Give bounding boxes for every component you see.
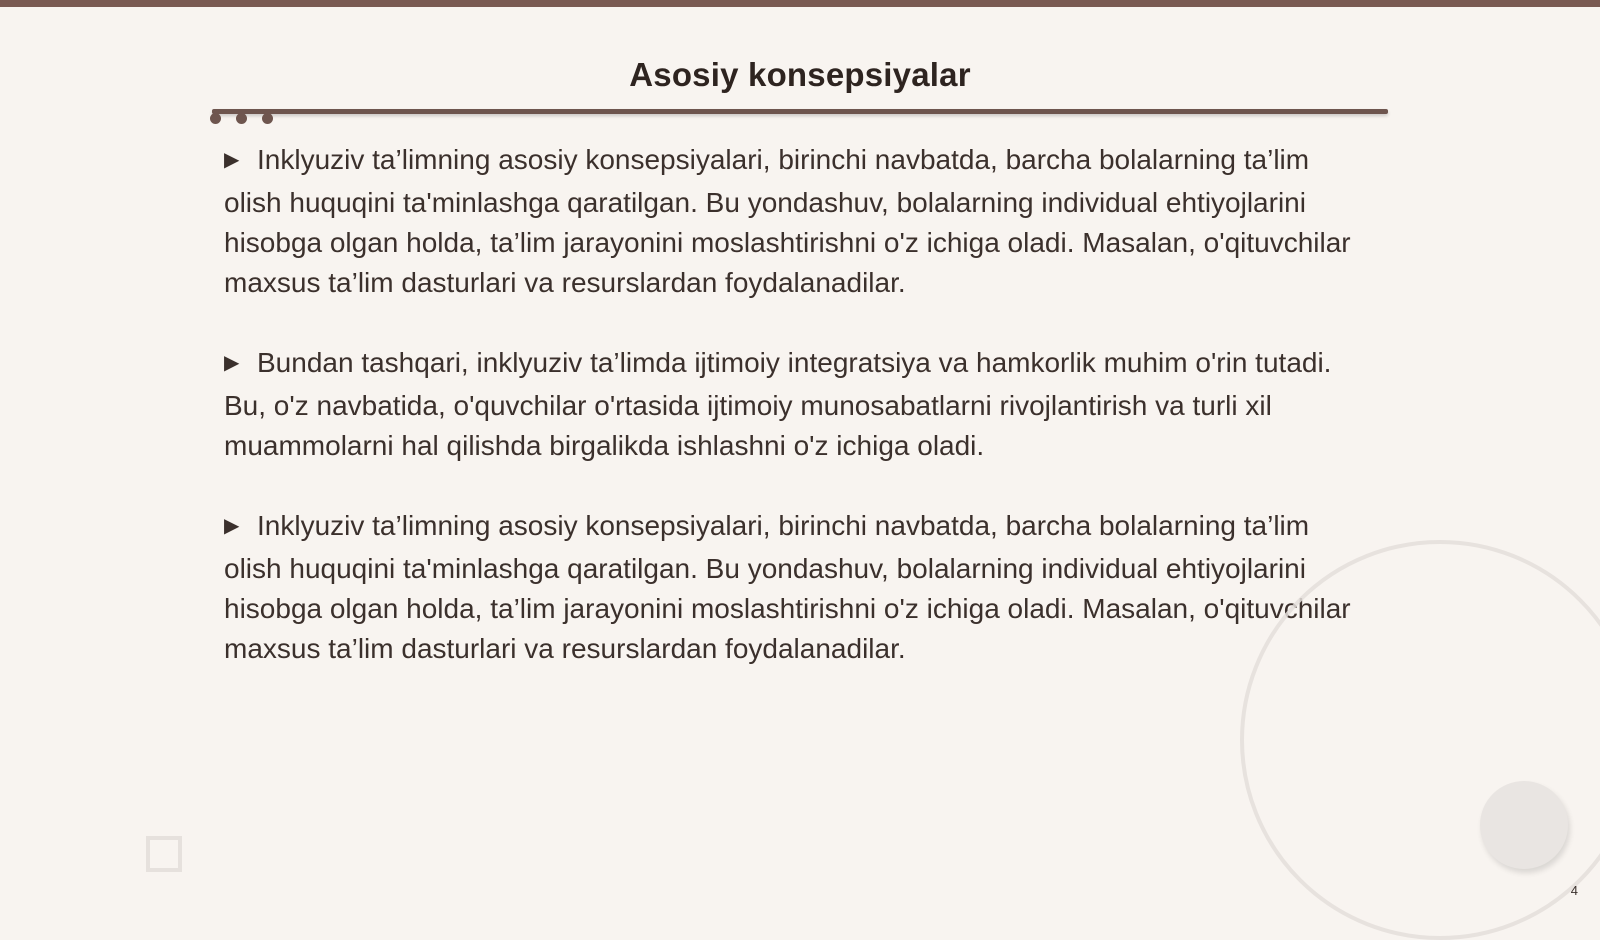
paragraph-text: Inklyuziv ta’limning asosiy konsepsiyalari, birinchi navbatda, barcha bolalarning ta’lim olish huquqini ta'minlashga qaratilgan. Bu yondashuv, bolalarning individual ehtiyojlarini hisobga olgan holda, ta’lim jarayonini moslashtirishni o'z ichiga oladi. Masalan, o'qituvchilar maxsus ta’lim dasturlari va resurslardan foydalanadilar.: [224, 144, 1351, 298]
decorative-dot-1: [210, 113, 221, 124]
top-accent-bar: [0, 0, 1600, 7]
slide-title: Asosiy konsepsiyalar: [629, 56, 971, 93]
bullet-arrow-icon: ▶: [224, 352, 240, 374]
bullet-arrow-icon: ▶: [224, 515, 240, 537]
paragraph-text: Bundan tashqari, inklyuziv ta’limda ijtimoiy integratsiya va hamkorlik muhim o'rin tutadi. Bu, o'z navbatida, o'quvchilar o'rtasida ijtimoiy munosabatlarni rivojlantirish va turli xil muammolarni hal qilishda birgalikda ishlashni o'z ichiga oladi.: [224, 347, 1332, 461]
bullet-arrow-icon: ▶: [224, 149, 240, 171]
bullet-paragraph-3: [224, 506, 1374, 669]
page-number: 4: [1570, 883, 1578, 898]
bullet-paragraph-2: [224, 343, 1374, 466]
paragraph-text: Inklyuziv ta’limning asosiy konsepsiyalari, birinchi navbatda, barcha bolalarning ta’lim olish huquqini ta'minlashga qaratilgan. Bu yondashuv, bolalarning individual ehtiyojlarini hisobga olgan holda, ta’lim jarayonini moslashtirishni o'z ichiga oladi. Masalan, o'qituvchilar maxsus ta’lim dasturlari va resurslardan foydalanadilar.: [224, 510, 1351, 664]
decorative-dot-3: [262, 113, 273, 124]
decorative-square: [146, 836, 182, 872]
title-underline: [212, 109, 1388, 114]
decorative-circle: [1480, 781, 1568, 869]
bullet-paragraph-1: [224, 140, 1374, 303]
slide-body: [224, 140, 1374, 709]
decorative-dot-2: [236, 113, 247, 124]
